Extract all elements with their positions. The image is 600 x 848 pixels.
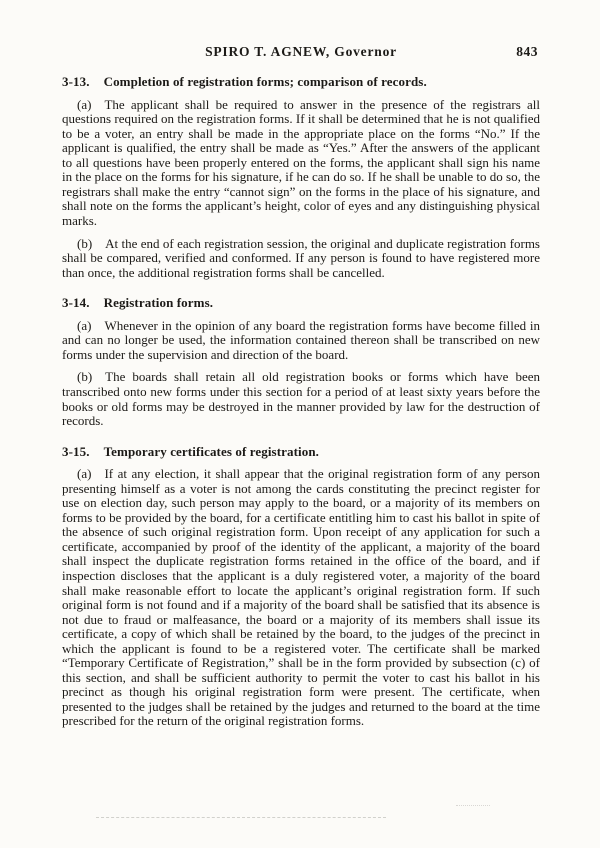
section-title: Completion of registration forms; comparison of records. — [103, 74, 427, 90]
paragraph — [62, 237, 540, 281]
page-number: 843 — [516, 44, 538, 59]
paragraph — [62, 98, 540, 229]
running-header — [62, 44, 540, 59]
paragraph — [62, 370, 540, 428]
paragraph — [62, 319, 540, 363]
paragraph-text: The applicant shall be required to answer in the presence of the registrars all questions required on the registration forms. If it shall be determined that he is not qualified to be a voter, an entry shall be made in the appropriate place on the forms “No.” If the applicant is qualified, the entry shall be made as “Yes.” After the answers of the applicant to all questions have been properly entered on the forms, the applicant shall sign his name in the place on the forms for his signature, if he can do so. If he shall be unable to do so, the registrars shall make the entry “cannot sign” on the forms in the place of his signature, and shall note on the forms the applicant’s height, color of eyes and any distinguishing physical marks. — [62, 96, 540, 229]
section-3-15 — [62, 445, 540, 729]
paragraph-label: (a) — [77, 96, 92, 112]
section-title: Temporary certificates of registration. — [103, 443, 320, 459]
section-3-13 — [62, 75, 540, 280]
paragraph-label: (b) — [77, 369, 93, 385]
paragraph-label: (a) — [77, 466, 92, 482]
section-heading — [62, 445, 540, 460]
section-number: 3-15. — [62, 443, 90, 459]
section-title: Registration forms. — [103, 295, 214, 311]
section-number: 3-14. — [62, 295, 90, 311]
running-header-title: SPIRO T. AGNEW, Governor — [205, 44, 397, 59]
section-number: 3-13. — [62, 74, 90, 90]
section-heading — [62, 75, 540, 90]
paragraph-text: If at any election, it shall appear that the original registration form of any person presenting himself as a voter is not among the cards constituting the precinct register for use on election day, such person may apply to the board, or a majority of its members on forms to be provided by the board, for a certificate entitling him to cast his ballot in spite of the absence of such original registration form. Upon receipt of any application for such a certificate, accompanied by proof of the identity of the applicant, a majority of the board shall inspect the duplicate registration forms retained in the office of the board, and if inspection discloses that the applicant is a duly registered voter, a majority of the board shall make reasonable effort to locate the applicant’s original registration form. If such original form is not found and if a majority of the board shall be satisfied that its absence is not due to fraud or malfeasance, the board or a majority of its members shall issue its certificate, a copy of which shall be retained by the board, to the judges of the precinct in which the applicant is found to be a registered voter. The certificate shall be marked “Temporary Certificate of Registration,” shall be in the form provided by subsection (c) of this section, and shall be sufficient authority to permit the voter to cast his ballot in his precinct as though his original registration form were present. The certificate, when presented to the judges shall be retained by the judges and returned to the board at the time prescribed for the return of the original registration forms. — [62, 466, 540, 729]
paragraph — [62, 467, 540, 729]
scan-artifact-dot — [456, 805, 490, 806]
paragraph-text: Whenever in the opinion of any board the registration forms have become filled in and can no longer be used, the information contained thereon shall be transcribed on new forms under the supervision and direction of the board. — [62, 317, 540, 362]
section-heading — [62, 296, 540, 311]
scan-artifact-line — [96, 817, 386, 818]
paragraph-label: (b) — [77, 235, 93, 251]
paragraph-text: The boards shall retain all old registration books or forms which have been transcribed onto new forms under this section for a period of at least sixty years before the books or old forms may be destroyed in the manner provided by law for the destruction of records. — [62, 369, 540, 429]
section-3-14 — [62, 296, 540, 428]
paragraph-text: At the end of each registration session, the original and duplicate registration forms shall be compared, verified and conformed. If any person is found to have registered more than once, the additional registration forms shall be cancelled. — [62, 235, 540, 280]
paragraph-label: (a) — [77, 317, 92, 333]
